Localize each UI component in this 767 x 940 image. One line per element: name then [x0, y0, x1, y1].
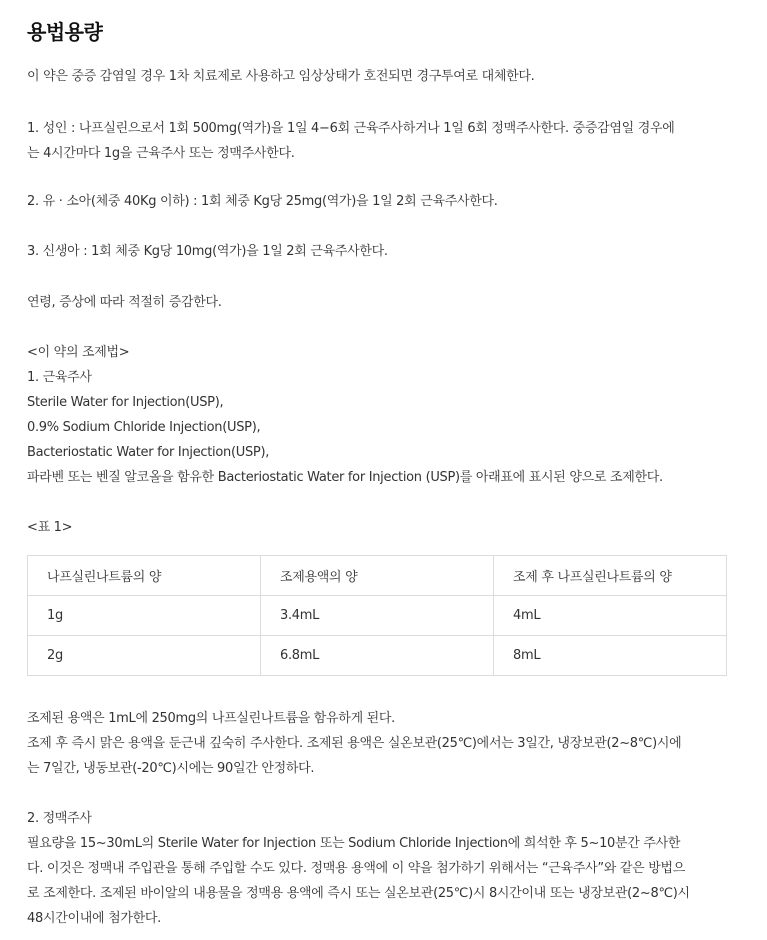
table-header-cell: 나프실린나트륨의 양: [28, 556, 261, 596]
im-solvent-3: Bacteriostatic Water for Injection(USP),: [27, 445, 270, 460]
table-cell: 8mL: [494, 636, 727, 676]
table-cell: 4mL: [494, 596, 727, 636]
after-prep-line-1: 조제된 용액은 1mL에 250mg의 나프실린나트륨을 함유하게 된다.: [27, 711, 396, 726]
im-heading: 1. 근육주사: [27, 370, 92, 385]
after-prep-line-2: 조제 후 즉시 맑은 용액을 둔근내 깊숙히 주사한다. 조제된 용액은 실온보관(25℃)에서는 3일간, 냉장보관(2~8℃)시에: [27, 736, 682, 751]
page-title: 용법용량: [27, 20, 103, 44]
newborn-dosage: 3. 신생아 : 1회 체중 Kg당 10mg(역가)을 1일 2회 근육주사한다.: [27, 244, 388, 259]
table-caption: <표 1>: [27, 520, 73, 535]
intro-text: 이 약은 중증 감염일 경우 1차 치료제로 사용하고 임상상태가 호전되면 경구투여로 대체한다.: [27, 69, 535, 84]
table-header-cell: 조제 후 나프실린나트륨의 양: [494, 556, 727, 596]
iv-line-3: 로 조제한다. 조제된 바이알의 내용물을 정맥용 용액에 즉시 또는 실온보관(25℃)시 8시간이내 또는 냉장보관(2~8℃)시: [27, 886, 690, 901]
table-cell: 3.4mL: [261, 596, 494, 636]
iv-heading: 2. 정맥주사: [27, 811, 92, 826]
table-header-row: [28, 556, 727, 596]
im-solvent-2: 0.9% Sodium Chloride Injection(USP),: [27, 420, 261, 435]
table-cell: 6.8mL: [261, 636, 494, 676]
table-cell: 1g: [28, 596, 261, 636]
adult-dosage-line-2: 는 4시간마다 1g을 근육주사 또는 정맥주사한다.: [27, 146, 295, 161]
adjust-note: 연령, 증상에 따라 적절히 증감한다.: [27, 295, 222, 310]
table-row: [28, 636, 727, 676]
child-dosage: 2. 유 · 소아(체중 40Kg 이하) : 1회 체중 Kg당 25mg(역가)을 1일 2회 근육주사한다.: [27, 194, 498, 209]
table-header-cell: 조제용액의 양: [261, 556, 494, 596]
table-cell: 2g: [28, 636, 261, 676]
im-solvent-4: 파라벤 또는 벤질 알코올을 함유한 Bacteriostatic Water for Injection (USP)를 아래표에 표시된 양으로 조제한다.: [27, 470, 663, 485]
adult-dosage-line-1: 1. 성인 : 나프실린으로서 1회 500mg(역가)을 1일 4−6회 근육주사하거나 1일 6회 정맥주사한다. 중증감염일 경우에: [27, 121, 675, 136]
iv-line-4: 48시간이내에 첨가한다.: [27, 911, 161, 926]
im-solvent-1: Sterile Water for Injection(USP),: [27, 395, 224, 410]
iv-line-1: 필요량을 15~30mL의 Sterile Water for Injection 또는 Sodium Chloride Injection에 희석한 후 5~10분간 주사한: [27, 836, 681, 851]
after-prep-line-3: 는 7일간, 냉동보관(-20℃)시에는 90일간 안정하다.: [27, 761, 315, 776]
preparation-heading: <이 약의 조제법>: [27, 345, 130, 360]
iv-line-2: 다. 이것은 정맥내 주입관을 통해 주입할 수도 있다. 정맥용 용액에 이 약을 첨가하기 위해서는 “근육주사”와 같은 방법으: [27, 861, 685, 876]
reconstitution-table: [27, 555, 727, 676]
table-row: [28, 596, 727, 636]
